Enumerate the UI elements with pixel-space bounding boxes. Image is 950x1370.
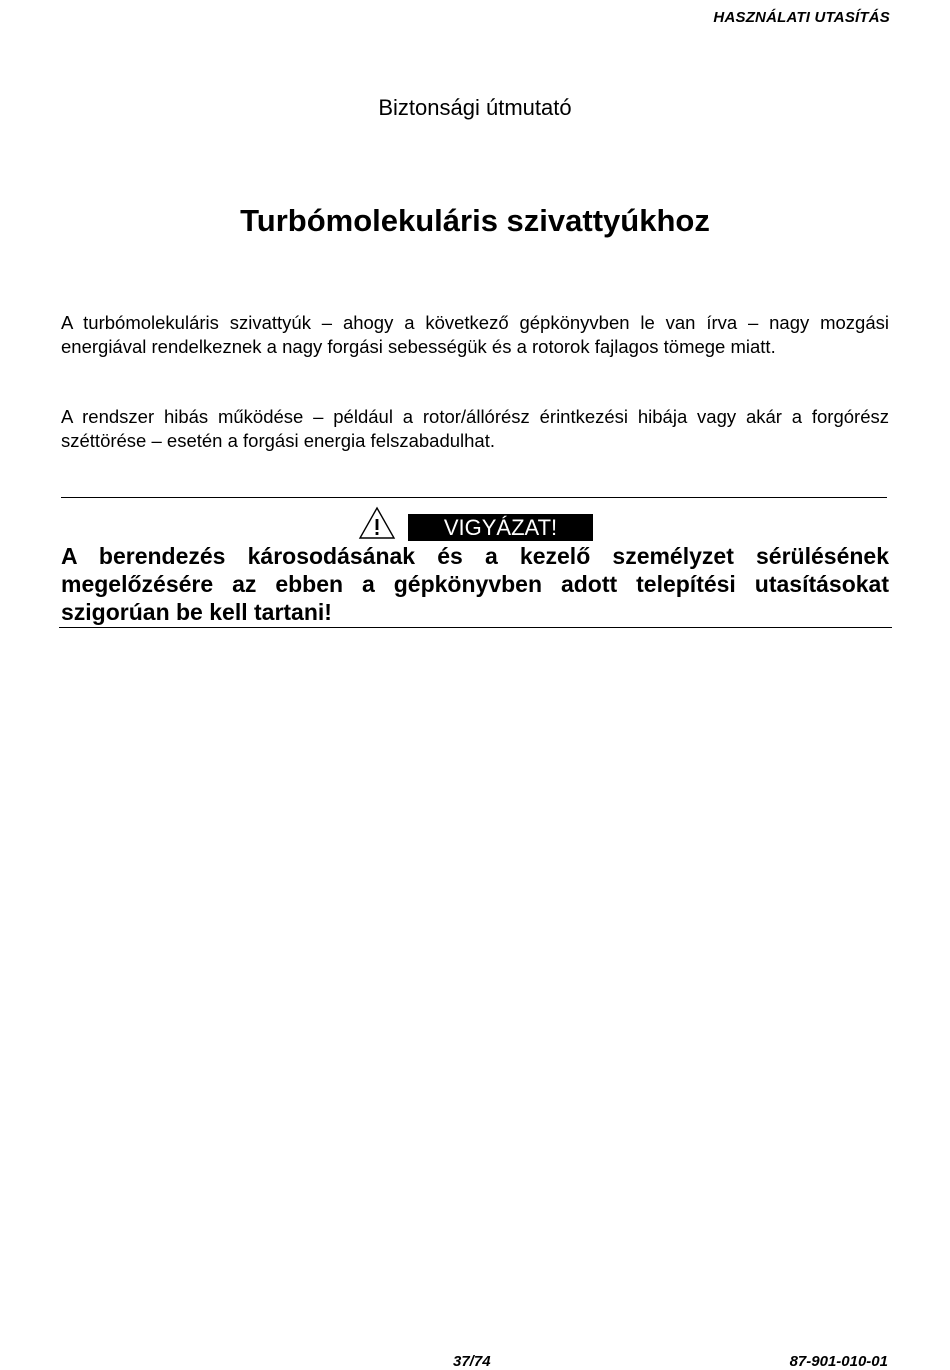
document-subtitle: Biztonsági útmutató <box>378 95 572 120</box>
warning-header <box>0 506 950 542</box>
warning-label: VIGYÁZAT! <box>408 514 593 541</box>
intro-paragraph: A turbómolekuláris szivattyúk – ahogy a következő gépkönyvben le van írva – nagy mozgási energiával rendelkeznek a nagy forgási sebességük és a rotorok fajlagos tömege miatt. <box>61 312 889 357</box>
warning-top-divider <box>61 497 887 498</box>
warning-bottom-divider <box>59 627 892 628</box>
warning-text: A berendezés károsodásának és a kezelő személyzet sérülésének megelőzésére az ebben a gépkönyvben adott telepítési utasításokat szigorúan be kell tartani! <box>61 543 889 625</box>
document-title: Turbómolekuláris szivattyúkhoz <box>240 203 710 238</box>
header-label: HASZNÁLATI UTASÍTÁS <box>713 9 890 26</box>
malfunction-paragraph: A rendszer hibás működése – például a rotor/állórész érintkezési hibája vagy akár a forgórész széttörése – esetén a forgási energia felszabadulhat. <box>61 406 889 451</box>
warning-triangle-icon <box>358 506 396 540</box>
document-code: 87-901-010-01 <box>789 1353 888 1370</box>
page-number: 37/74 <box>453 1353 491 1370</box>
